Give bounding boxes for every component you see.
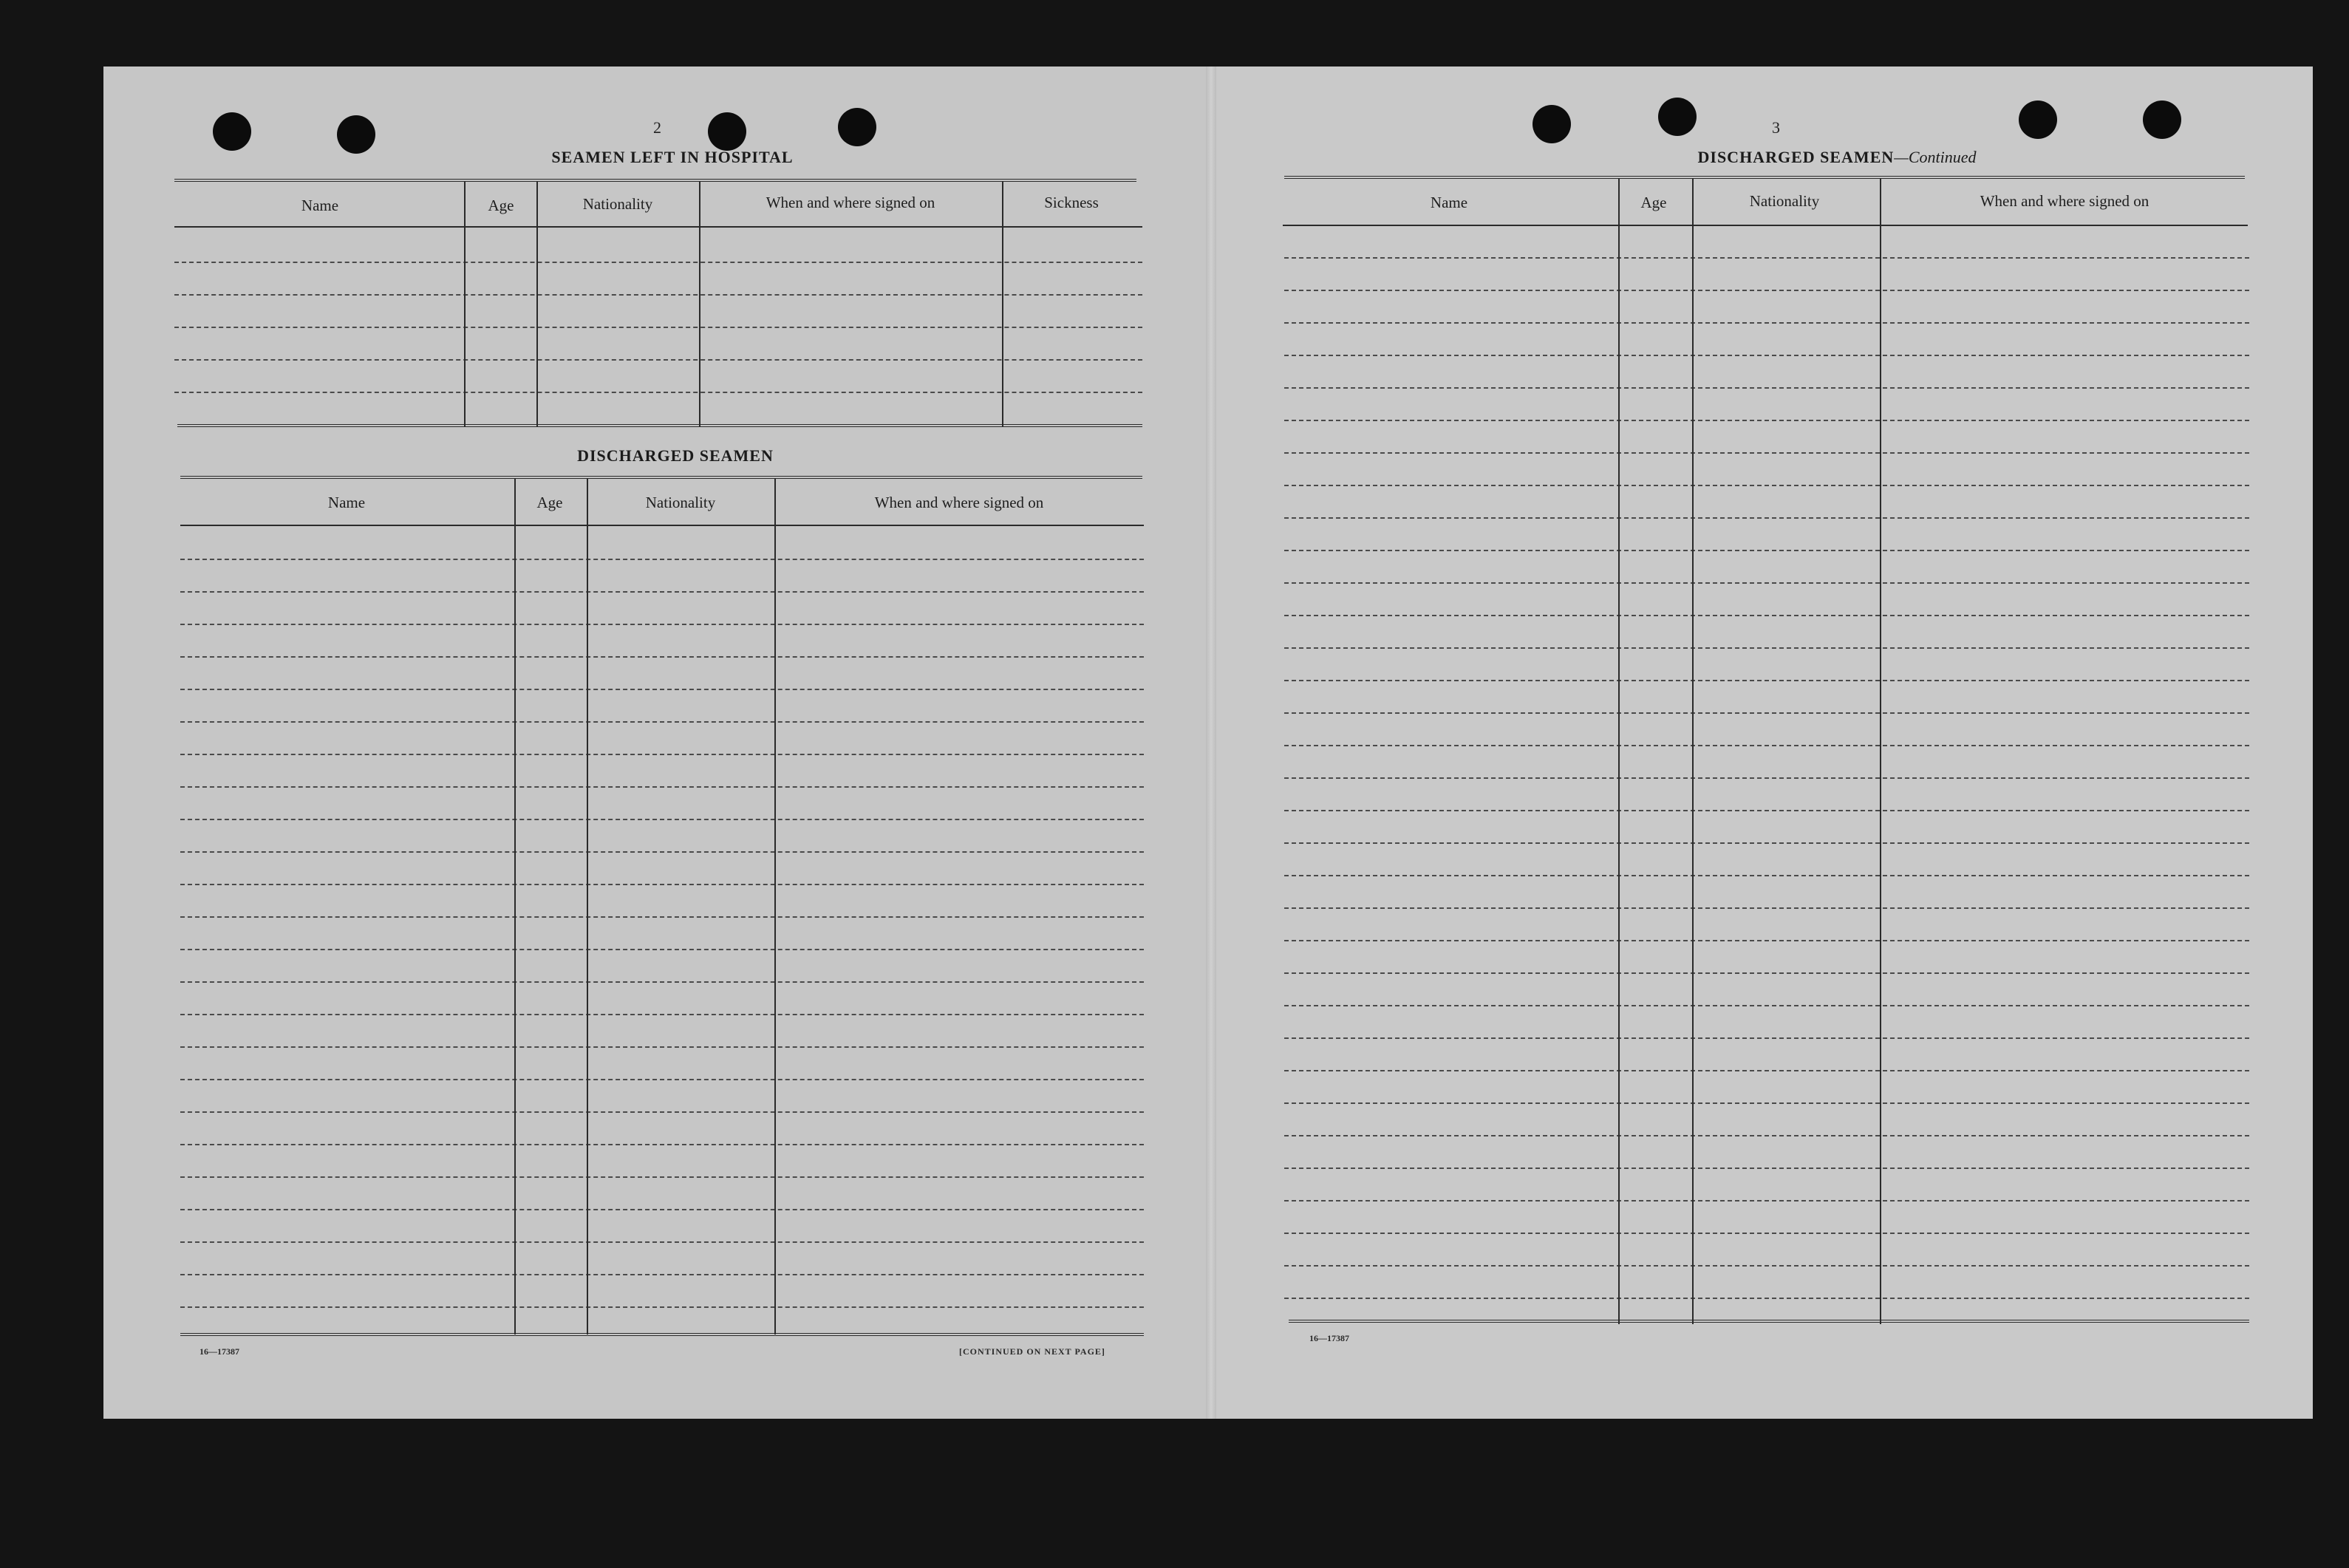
continued-note: [CONTINUED ON NEXT PAGE] [959, 1346, 1105, 1357]
hospital-col-signed-on-header: When and where signed on [766, 194, 935, 211]
blank-entry-line [180, 884, 1144, 885]
right-col-divider [1880, 179, 1881, 1324]
blank-entry-line [180, 721, 1144, 723]
right-col-age-header: Age [1640, 194, 1667, 211]
punch-hole [213, 112, 251, 151]
blank-entry-line [180, 1144, 1144, 1145]
blank-entry-line [1284, 810, 2249, 811]
discharged-col-name-header: Name [327, 494, 366, 511]
right-page [1212, 67, 2313, 1419]
blank-entry-line [180, 1111, 1144, 1113]
blank-entry-line [1284, 1102, 2249, 1104]
punch-hole [1658, 98, 1697, 136]
hospital-col-divider [699, 182, 700, 427]
discharged-continued-title-suffix: —Continued [1894, 148, 1977, 166]
blank-entry-line [1284, 972, 2249, 974]
left-page [103, 67, 1212, 1419]
discharged-continued-title-main: DISCHARGED SEAMEN [1697, 148, 1895, 166]
right-col-divider [1692, 179, 1694, 1324]
blank-entry-line [174, 294, 1142, 296]
discharged-table-top-rule [180, 476, 1142, 479]
blank-entry-line [1284, 1265, 2249, 1267]
discharged-col-divider [514, 479, 516, 1334]
form-number-left: 16—17387 [200, 1346, 239, 1357]
right-table-top-rule [1284, 176, 2245, 179]
discharged-table-bottom-rule [180, 1333, 1144, 1336]
punch-hole [2143, 100, 2181, 139]
blank-entry-line [1284, 1298, 2249, 1299]
blank-entry-line [180, 851, 1144, 853]
blank-entry-line [1284, 355, 2249, 356]
blank-entry-line [180, 1046, 1144, 1048]
blank-entry-line [180, 754, 1144, 755]
hospital-table-top-rule [174, 179, 1136, 182]
hospital-col-sickness-header: Sickness [1044, 194, 1099, 211]
blank-entry-line [1284, 322, 2249, 324]
hospital-col-age-header: Age [488, 197, 514, 214]
blank-entry-line [1284, 1200, 2249, 1201]
blank-entry-line [1284, 745, 2249, 746]
hospital-table-bottom-rule [177, 424, 1142, 427]
blank-entry-line [180, 559, 1144, 560]
blank-entry-line [1284, 387, 2249, 389]
blank-entry-line [1284, 647, 2249, 649]
blank-entry-line [180, 1241, 1144, 1243]
blank-entry-line [1284, 1070, 2249, 1071]
right-col-name-header: Name [1430, 194, 1468, 211]
blank-entry-line [1284, 1005, 2249, 1006]
blank-entry-line [180, 1014, 1144, 1015]
discharged-col-divider [774, 479, 776, 1334]
discharged-col-signed-on-header: When and where signed on [874, 494, 1044, 511]
right-col-nationality-header: Nationality [1749, 192, 1820, 210]
blank-entry-line [1284, 550, 2249, 551]
right-header-rule [1283, 225, 2248, 226]
discharged-continued-title [1578, 148, 2096, 167]
blank-entry-line [1284, 712, 2249, 714]
blank-entry-line [1284, 680, 2249, 681]
discharged-col-nationality-header: Nationality [645, 494, 716, 511]
blank-entry-line [180, 591, 1144, 593]
discharged-header-rule [180, 525, 1144, 526]
right-col-divider [1618, 179, 1620, 1324]
blank-entry-line [1284, 615, 2249, 616]
blank-entry-line [1284, 257, 2249, 259]
blank-entry-line [180, 689, 1144, 690]
blank-entry-line [180, 1079, 1144, 1080]
hospital-col-divider [1002, 182, 1003, 427]
hospital-col-divider [464, 182, 466, 427]
blank-entry-line [1284, 290, 2249, 291]
blank-entry-line [180, 624, 1144, 625]
blank-entry-line [180, 1176, 1144, 1178]
hospital-col-nationality-header: Nationality [582, 195, 653, 213]
hospital-section-title: SEAMEN LEFT IN HOSPITAL [551, 148, 794, 166]
blank-entry-line [180, 949, 1144, 950]
blank-entry-line [1284, 582, 2249, 584]
blank-entry-line [1284, 875, 2249, 876]
punch-hole [1533, 105, 1571, 143]
page-fold [1206, 67, 1216, 1419]
blank-entry-line [180, 819, 1144, 820]
blank-entry-line [1284, 907, 2249, 909]
punch-hole [2019, 100, 2057, 139]
blank-entry-line [1284, 420, 2249, 421]
page-number-right: 3 [1772, 118, 1780, 137]
blank-entry-line [174, 262, 1142, 263]
discharged-col-age-header: Age [536, 494, 563, 511]
blank-entry-line [174, 392, 1142, 393]
blank-entry-line [174, 359, 1142, 361]
discharged-section-title: DISCHARGED SEAMEN [577, 446, 774, 465]
punch-hole [337, 115, 375, 154]
hospital-col-name-header: Name [301, 197, 339, 214]
blank-entry-line [1284, 1233, 2249, 1234]
blank-entry-line [180, 1209, 1144, 1210]
blank-entry-line [1284, 777, 2249, 779]
page-number-left: 2 [653, 118, 661, 137]
blank-entry-line [180, 981, 1144, 983]
blank-entry-line [1284, 485, 2249, 486]
blank-entry-line [180, 656, 1144, 658]
punch-hole [838, 108, 876, 146]
hospital-col-divider [536, 182, 538, 427]
blank-entry-line [1284, 940, 2249, 941]
discharged-col-divider [587, 479, 588, 1334]
blank-entry-line [180, 916, 1144, 918]
blank-entry-line [1284, 842, 2249, 844]
form-number-right: 16—17387 [1309, 1333, 1349, 1343]
punch-hole [708, 112, 746, 151]
blank-entry-line [1284, 1168, 2249, 1169]
hospital-header-rule [174, 226, 1142, 228]
blank-entry-line [1284, 1037, 2249, 1039]
blank-entry-line [180, 786, 1144, 788]
blank-entry-line [180, 1306, 1144, 1308]
blank-entry-line [1284, 452, 2249, 454]
blank-entry-line [1284, 517, 2249, 519]
right-col-signed-on-header: When and where signed on [1980, 192, 2149, 210]
right-table-bottom-rule [1289, 1320, 2249, 1323]
blank-entry-line [1284, 1135, 2249, 1136]
blank-entry-line [180, 1274, 1144, 1275]
blank-entry-line [174, 327, 1142, 328]
